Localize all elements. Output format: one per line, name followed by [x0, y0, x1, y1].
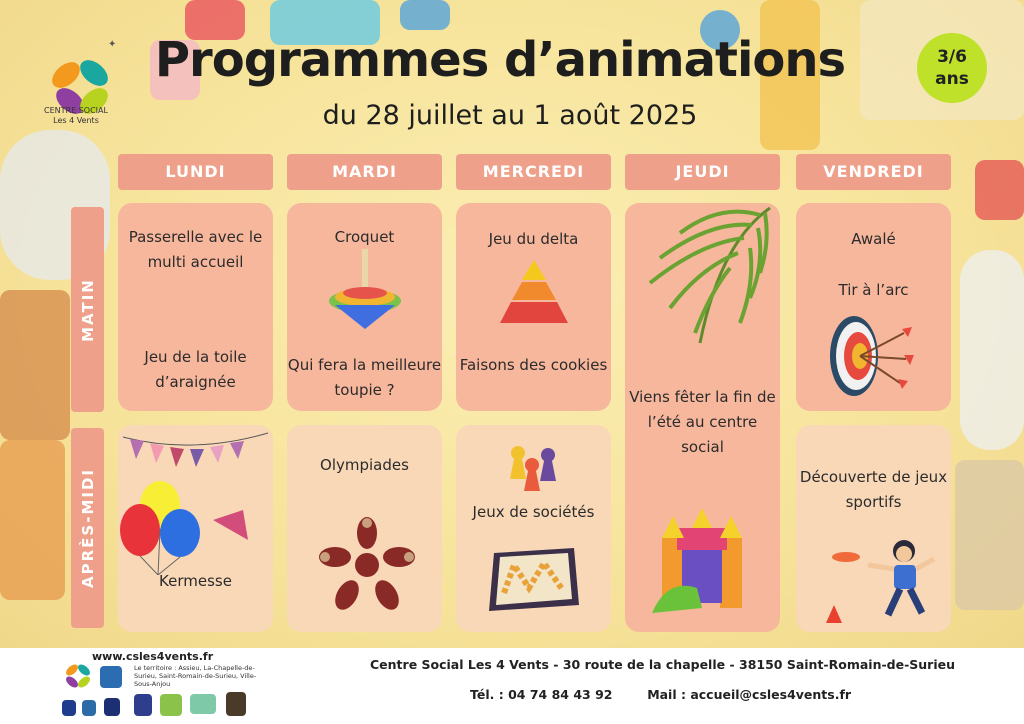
svg-text:✦: ✦ — [108, 39, 117, 50]
page-title: Programmes d’animations — [154, 32, 846, 88]
activity-text: Jeu du delta — [488, 230, 579, 248]
partner-logo-1 — [62, 700, 76, 716]
activity-text: Awalé — [851, 230, 896, 248]
spinning-top-icon — [320, 249, 410, 339]
activity-text: Faisons des cookies — [459, 356, 608, 374]
bouncy-castle-icon — [647, 508, 757, 618]
age-badge: 3/6 ans — [917, 33, 987, 103]
partner-logo-3 — [104, 698, 120, 716]
palm-leaf-icon — [640, 203, 780, 353]
day-header-mercredi: MERCREDI — [456, 154, 611, 190]
card-mercredi-matin — [456, 203, 611, 411]
day-header-lundi: LUNDI — [118, 154, 273, 190]
activity-text: Jeu de la toile d’araignée — [144, 348, 247, 391]
card-mercredi-apres-midi — [456, 425, 611, 632]
partner-logo-caf — [100, 666, 122, 688]
centre-social-logo — [30, 25, 130, 145]
partner-logo-assieu — [134, 694, 152, 716]
partner-logo-ville-sous-anjou — [226, 692, 246, 716]
day-header-vendredi: VENDREDI — [796, 154, 951, 190]
contact-line — [470, 687, 851, 702]
activity-text: Qui fera la meilleure toupie ? — [287, 356, 442, 399]
logo-caption: CENTRE SOCIAL Les 4 Vents — [44, 106, 108, 125]
card-mardi-matin — [287, 203, 442, 411]
partner-logo-chapelle — [160, 694, 182, 716]
board-game-icon — [484, 543, 584, 613]
activity-text: Jeux de sociétés — [472, 503, 595, 521]
card-vendredi-apres-midi — [796, 425, 951, 632]
activity-text: Viens fêter la fin de l’été au centre social — [629, 388, 776, 456]
day-header-mardi: MARDI — [287, 154, 442, 190]
row-label-apres-midi: APRÈS-MIDI — [71, 428, 104, 628]
card-mardi-apres-midi — [287, 425, 442, 632]
row-label-matin: MATIN — [71, 207, 104, 412]
activity-text: Découverte de jeux sportifs — [799, 468, 948, 511]
card-vendredi-matin — [796, 203, 951, 411]
partner-logo-2 — [82, 700, 96, 716]
address: Centre Social Les 4 Vents - 30 route de la chapelle - 38150 Saint-Romain-de-Surieu — [370, 657, 956, 672]
email-address[interactable]: Mail : accueil@csles4vents.fr — [647, 687, 852, 702]
date-range: du 28 juillet au 1 août 2025 — [322, 100, 698, 131]
activity-text: Kermesse — [159, 572, 232, 590]
child-frisbee-icon — [806, 537, 946, 627]
card-lundi-matin — [118, 203, 273, 411]
partner-logo-saint-romain — [190, 694, 216, 714]
activity-text: Tir à l’arc — [838, 281, 909, 299]
activity-text: Passerelle avec le multi accueil — [128, 228, 263, 271]
pyramid-icon — [494, 255, 574, 325]
activity-text: Croquet — [334, 228, 395, 246]
team-circle-illustration — [317, 515, 417, 615]
phone-number[interactable]: Tél. : 04 74 84 43 92 — [470, 687, 613, 702]
website-link[interactable]: www.csles4vents.fr — [92, 650, 214, 663]
card-lundi-apres-midi — [118, 425, 273, 632]
pawns-icon — [504, 443, 564, 493]
card-jeudi-journee — [625, 203, 780, 632]
territory-note: Le territoire : Assieu, La-Chapelle-de-Surieu, Saint-Romain-de-Surieu, Ville-Sous-Anjou — [134, 664, 257, 688]
bunting-balloons-illustration — [118, 425, 273, 575]
activity-text: Olympiades — [320, 456, 409, 474]
archery-target-icon — [814, 311, 924, 401]
day-header-jeudi: JEUDI — [625, 154, 780, 190]
